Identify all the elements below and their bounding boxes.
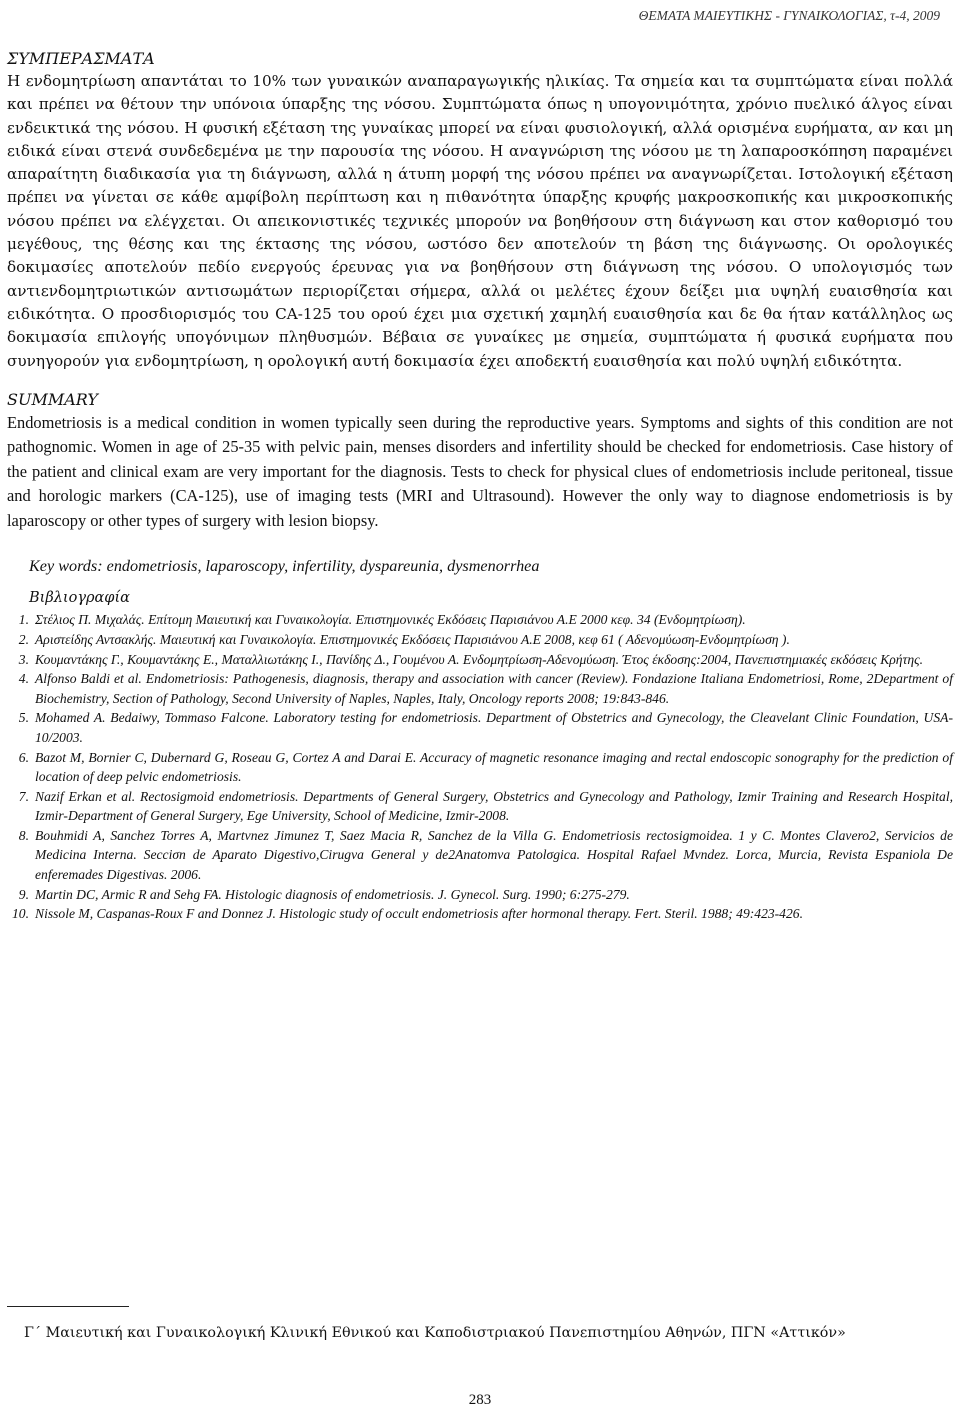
reference-item (7, 650, 953, 670)
summary-text: Endometriosis is a medical condition in women typically seen during the reproductive years. Symptoms and sights of this condition are not pathognomic. Women in age of 25-35 with pelvic pain, menses disorders and infertility should be checked for endometriosis. Case history of the patient and clinical exam are very important for the diagnosis. Tests to check for physical clues of endometriosis include peritoneal, tissue and horologic markers (CA-125), use of imaging tests (MRI and Ultrasound). However the only way to diagnose endometriosis is by laparoscopy or other types of surgery with lesion biopsy. (7, 412, 953, 530)
reference-text: Bazot M, Bornier C, Dubernard G, Roseau G, Cortez A and Darai E. Accuracy of magnetic resonance imaging and rectal endoscopic sonography for the prediction of location of deep pelvic endometriosis. (35, 749, 953, 785)
reference-text: Alfonso Baldi et al. Endometriosis: Pathogenesis, diagnosis, therapy and association with cancer (Review). Fondazione Italiana Endometriosi, Rome, 2Department of Biochemistry, Section of Pathology, Second University of Naples, Naples, Italy, Oncology reports 2008; 19:843-846. (35, 671, 953, 706)
reference-number: 6. (18, 749, 29, 765)
reference-text: Nazif Erkan et al. Rectosigmoid endometriosis. Departments of General Surgery, Obstetrics and Gynecology and Pathology, Izmir Training and Research Hospital, Izmir-Department of General Surgery, Ege University, School of Medicine, Izmir-2008. (35, 788, 953, 824)
reference-item (7, 630, 953, 650)
reference-text: Mohamed A. Bedaiwy, Tommaso Falcone. Laboratory testing for endometriosis. Department of Obstetrics and Gynecology, the Cleavelant Clinic Foundation, USA-10/2003. (35, 710, 953, 745)
summary-heading: SUMMARY (7, 389, 98, 409)
footnote-divider (7, 1306, 129, 1307)
keywords: Key words: endometriosis, laparoscopy, infertility, dyspareunia, dysmenorrhea (29, 557, 540, 576)
reference-text: Στέλιος Π. Μιχαλάς. Επίτομη Μαιευτική και Γυναικολογία. Επιστημονικές Εκδόσεις Παρισιάνου Α.Ε 2000 κεφ. 34 (Ενδομητρίωση). (35, 612, 746, 628)
reference-text: Bouhmidi A, Sanchez Torres A, Martvnez Jimunez T, Saez Macia R, Sanchez de la Villa G. Endometriosis rectosigmoidea. 1 y C. Montes Clavero2, Servicios de Medicina Interna. Secciσn de Aparato Digestivo,Cirugνa General y de2Anatomνa Patolσgica. Hospital Rafael Mνndez. Lorca, Murcia, Revista Espaniola De enferemades Digestivas. 2006. (35, 827, 953, 883)
conclusions-text: Η ενδομητρίωση απαντάται το 10% των γυναικών αναπαραγωγικής ηλικίας. Τα σημεία και τα συμπτώματα είναι πολλά και πρέπει να θέτουν την υπόνοια ύπαρξης της νόσου. Συμπτώματα όπως η υπογονιμότητα, χρόνιο πυελικό άλγος είναι ενδεικτικά της νόσου. Η φυσική εξέταση της γυναίκας μπορεί να είναι φυσιολογική, αλλά ορισμένα ευρήματα, αν και μη ειδικά είναι στενά συνδεδεμένα με την παρουσία της νόσου. Η αναγνώριση της νόσου με τη λαπαροσκόπηση παραμένει απαραίτητη διαδικασία για τη διάγνωση, αλλά η άτυπη μορφή της νόσου πρέπει να αναγνωρίζεται. Ιστολογική εξέταση πρέπει να γίνεται σε κάθε αμφίβολη περίπτωση και η πιθανότητα ύπαρξης κρυφής μακροσκοπικής και μικροσκοπικής νόσου πρέπει να ελέγχεται. Οι απεικονιστικές τεχνικές μπορούν να βοηθήσουν στη διάγνωση και στον καθορισμό του μεγέθους, της θέσης και της έκτασης της νόσου, ωστόσο δεν αποτελούν τη βάση της διάγνωσης. Οι ορολογικές δοκιμασίες αποτελούν πεδίο ενεργούς έρευνας για να βοηθήσουν στη διάγνωση της νόσου. Ο υπολογισμός των αντιενδομητριωτικών αντισωμάτων περιορίζεται σήμερα, αλλά οι μελέτες έχουν δείξει μια υψηλή ευαισθησία και ειδικότητα. Ο προσδιορισμός του CA-125 του ορού έχει μια σχετική χαμηλή ευαισθησία και δε θα ήταν κατάλληλος ως δοκιμασία επιλογής υπογόνιμων πληθυσμών. Βέβαια σε γυναίκες με σημεία, συμπτώματα ή φυσικά ευρήματα που συνηγορούν για ενδομητρίωση, η ορολογική αυτή δοκιμασία έχει αποδεκτή ευαισθησία και πολύ υψηλή ειδικότητα. (7, 72, 953, 370)
reference-number: 8. (18, 827, 29, 843)
reference-text: Αριστείδης Αντσακλής. Μαιευτική και Γυναικολογία. Επιστημονικές Εκδόσεις Παρισιάνου Α.Ε 2008, κεφ 61 ( Αδενομύωση-Ενδομητρίωση ). (35, 631, 790, 647)
reference-item (7, 787, 953, 826)
reference-number: 7. (18, 788, 29, 804)
reference-number: 4. (18, 671, 29, 687)
page-number: 283 (468, 1392, 492, 1408)
reference-item (7, 708, 953, 747)
reference-text: Nissole M, Caspanas-Roux F and Donnez J. Histologic study of occult endometriosis after hormonal therapy. Fert. Steril. 1988; 49:423-426. (35, 906, 803, 922)
article-content (7, 48, 953, 924)
reference-text: Κουμαντάκης Γ., Κουμαντάκης Ε., Ματαλλιωτάκης Ι., Πανίδης Δ., Γουμένου Α. Ενδομητρίωση-Αδενομύωση. Έτος έκδοσης:2004, Πανεπιστημιακές εκδόσεις Κρήτης. (35, 651, 924, 667)
reference-number: 5. (18, 710, 29, 726)
conclusions-heading: ΣΥΜΠΕΡΑΣΜΑΤΑ (7, 49, 155, 68)
reference-item (7, 885, 953, 905)
reference-list (7, 610, 953, 924)
reference-item (7, 610, 953, 630)
reference-number: 2. (18, 631, 29, 647)
reference-item (7, 669, 953, 708)
reference-item (7, 748, 953, 787)
running-header: ΘΕΜΑΤΑ ΜΑΙΕΥΤΙΚΗΣ - ΓΥΝΑΙΚΟΛΟΓΙΑΣ, τ-4, 2009 (638, 8, 940, 23)
reference-item (7, 904, 953, 924)
reference-item (7, 826, 953, 885)
reference-number: 1. (18, 612, 29, 628)
reference-number: 9. (18, 886, 29, 902)
reference-number: 10. (12, 906, 29, 922)
reference-text: Martin DC, Armic R and Sehg FA. Histologic diagnosis of endometriosis. J. Gynecol. Surg. 1990; 6:275-279. (35, 886, 630, 902)
bibliography-heading: Βιβλιογραφία (29, 590, 130, 607)
reference-number: 3. (18, 651, 29, 667)
footnote: Γ΄ Μαιευτική και Γυναικολογική Κλινική Εθνικού και Καποδιστριακού Πανεπιστημίου Αθηνών, ΠΓΝ «Αττικόν» (24, 1325, 846, 1341)
